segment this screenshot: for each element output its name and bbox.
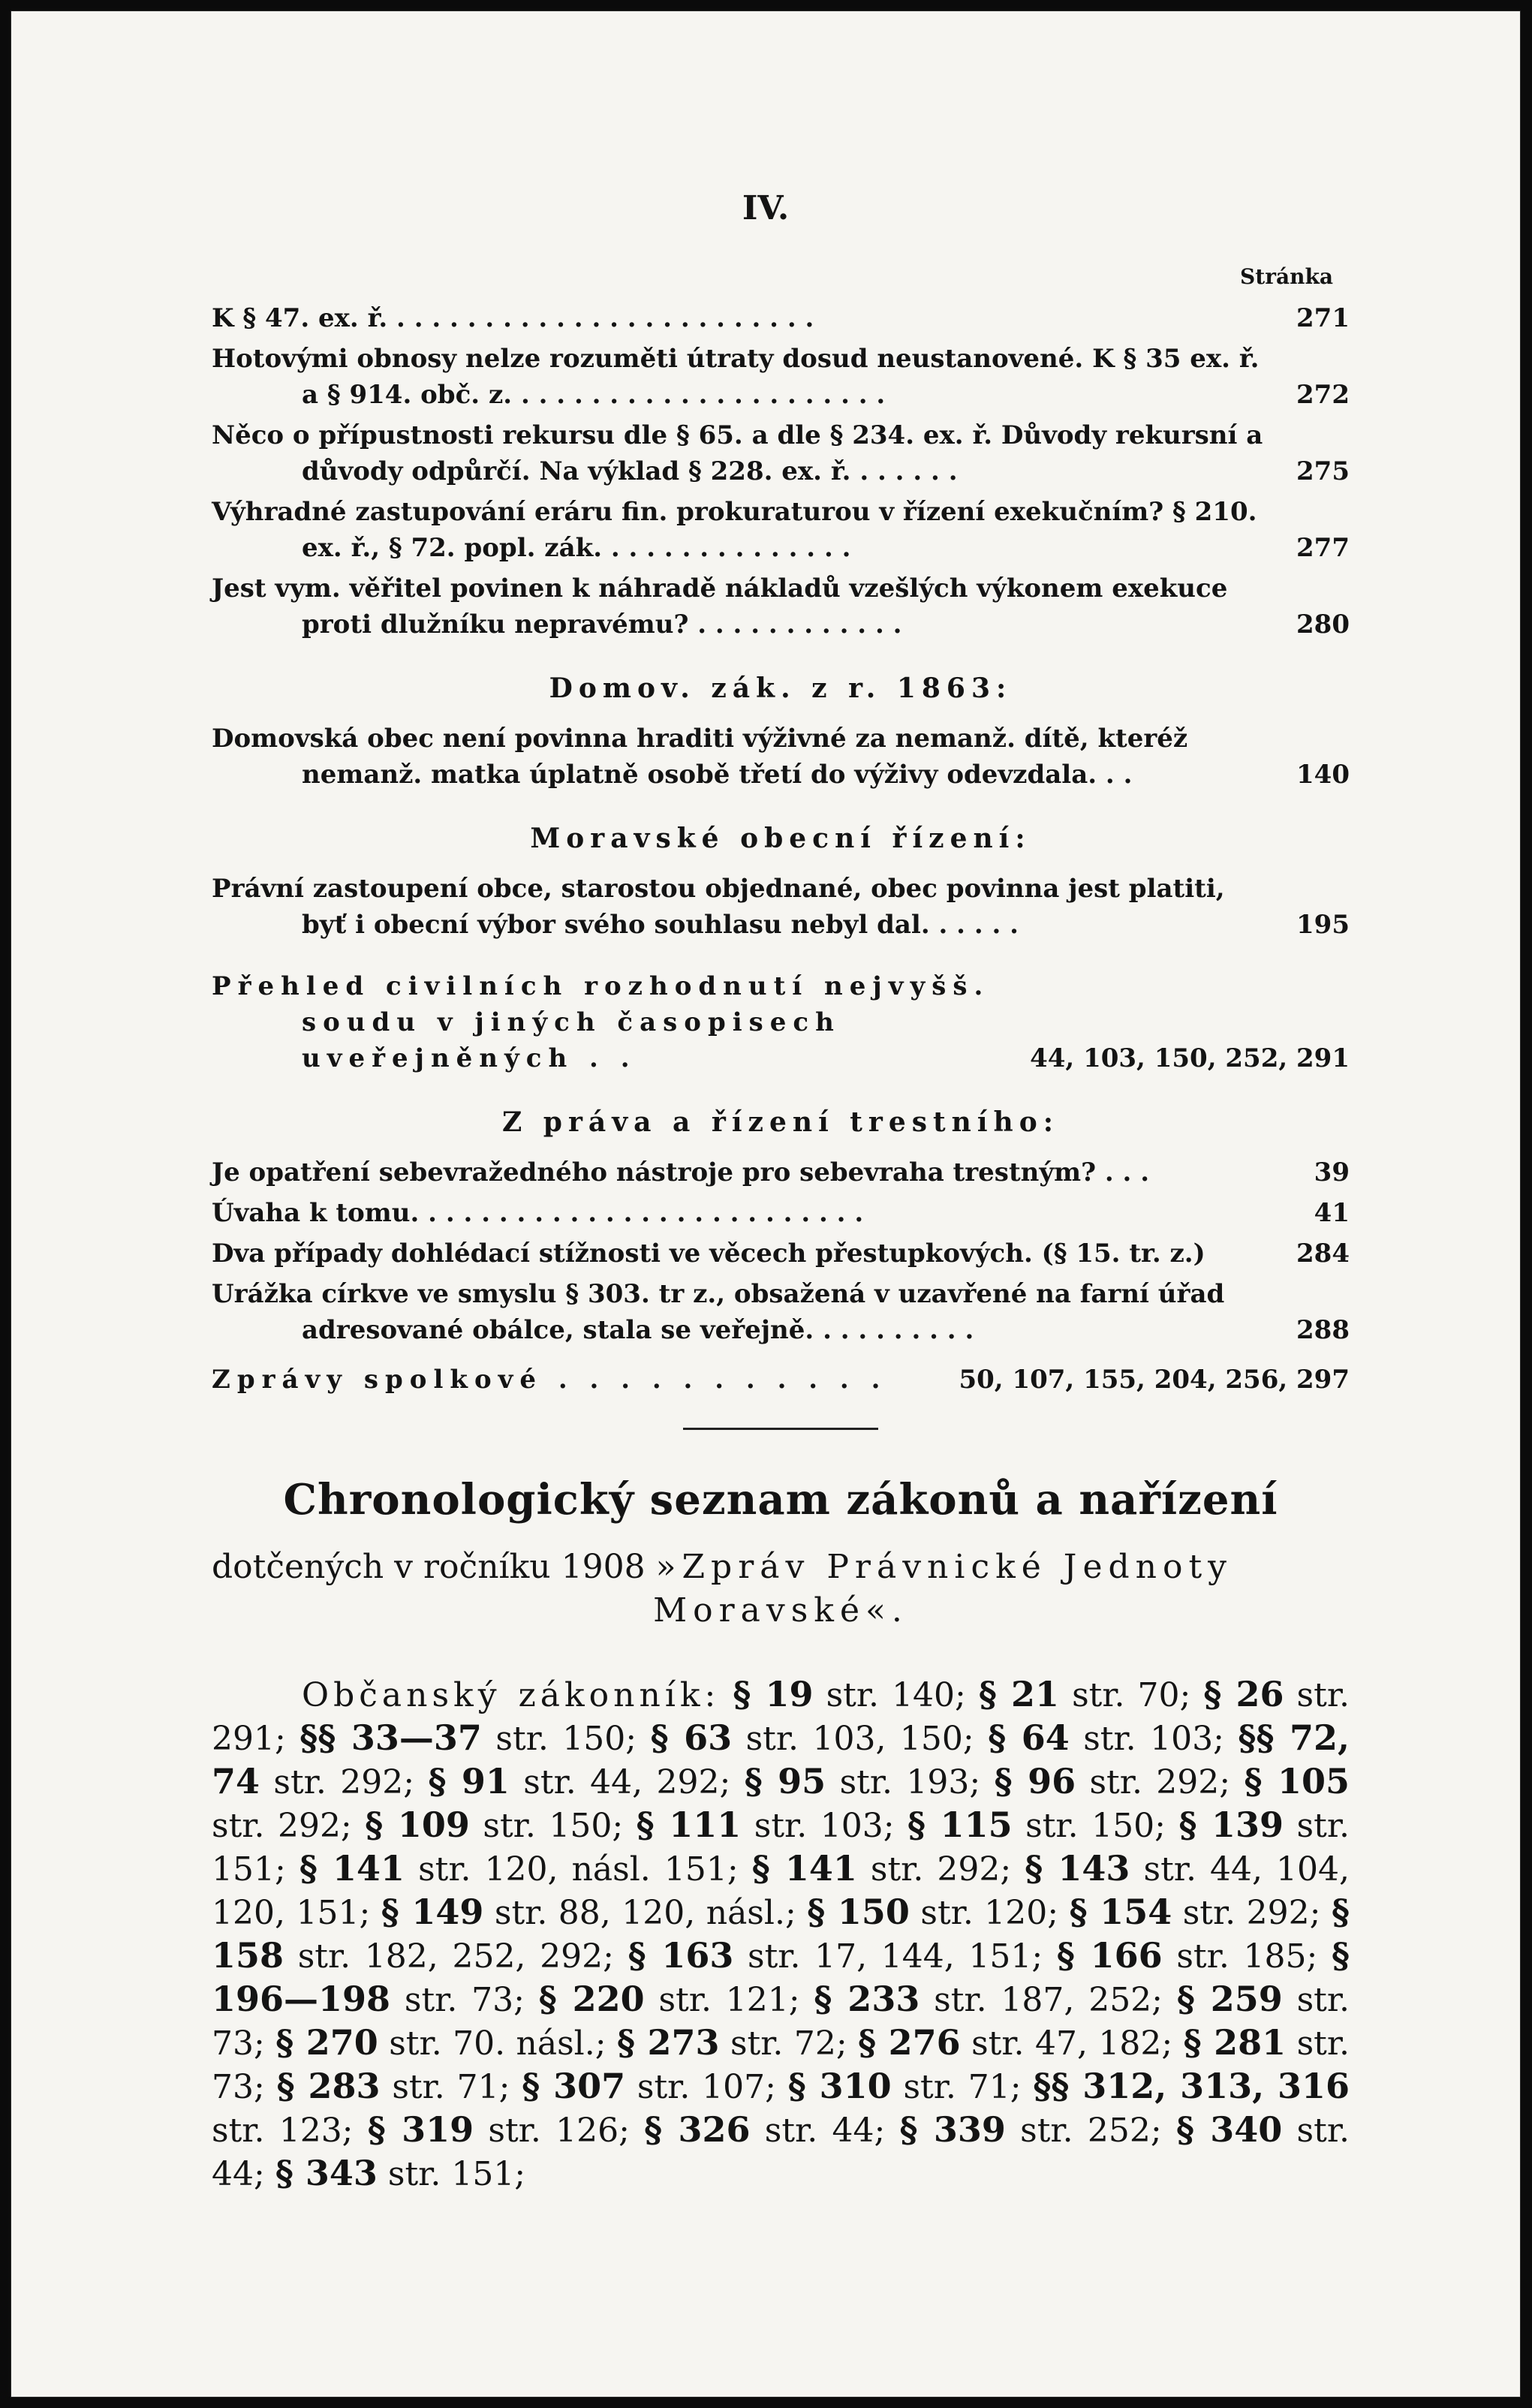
reference-pages: str. 44, 292;: [509, 1763, 745, 1801]
reference-pages: str. 103;: [741, 1807, 908, 1845]
entry-page: 277: [1296, 533, 1350, 563]
reference-item: [367, 2109, 645, 2150]
reference-pages: str. 292;: [260, 1763, 429, 1801]
reference-paragraph: § 158: [212, 1892, 1350, 1976]
reference-paragraph: § 283: [276, 2066, 381, 2106]
reference-pages: str. 150;: [481, 1720, 651, 1758]
entry-text: Zprávy spolkové . . . . . . . . . . .: [212, 1365, 887, 1395]
reference-paragraph: § 21: [978, 1674, 1060, 1714]
reference-paragraph: § 340: [1175, 2109, 1283, 2150]
reference-item: [752, 1850, 1025, 1889]
entries-group-exekucni: [212, 300, 1350, 643]
index-entry-zpravy: [212, 1362, 1350, 1398]
entry-text: K § 47. ex. ř. . . . . . . . . . . . . . . . . . . . . . . . .: [212, 303, 814, 333]
reference-pages: str. 73;: [390, 1981, 539, 2019]
reference-item: [733, 1676, 978, 1714]
reference-paragraph: § 276: [858, 2022, 961, 2063]
reference-pages: str. 182, 252, 292;: [284, 1937, 628, 1976]
index-entry-prehled: [212, 968, 1350, 1076]
reference-paragraph: § 220: [538, 1979, 645, 2019]
reference-paragraph: § 326: [644, 2109, 751, 2150]
reference-pages: str. 151;: [377, 2155, 526, 2193]
reference-paragraph: §§ 33—37: [299, 1717, 482, 1758]
reference-pages: str. 150;: [1012, 1807, 1179, 1845]
entry-page: 195: [1296, 910, 1350, 940]
reference-item: [788, 2068, 1034, 2106]
index-entry: [212, 494, 1350, 566]
reference-paragraph: § 111: [636, 1804, 742, 1845]
section-divider: [683, 1428, 878, 1430]
chronological-title: Chronologický seznam zákonů a nařízení: [283, 1475, 1278, 1525]
reference-paragraph: §§ 72, 74: [212, 1717, 1350, 1801]
reference-paragraph: § 141: [299, 1848, 405, 1889]
index-entry: [212, 1236, 1350, 1272]
reference-pages: str. 193;: [826, 1763, 995, 1801]
reference-paragraph: §§ 312, 313, 316: [1033, 2066, 1350, 2106]
reference-paragraph: § 273: [616, 2022, 720, 2063]
entry-text: Přehled civilních rozhodnutí nejvyšš. soudu v jiných časopisech uveřejněných . .: [212, 971, 990, 1073]
reference-paragraph: § 163: [628, 1935, 734, 1976]
reference-pages: str. 292;: [1172, 1894, 1332, 1932]
refs-label: Občanský zákonník:: [302, 1676, 721, 1714]
reference-pages: str. 103;: [1069, 1720, 1239, 1758]
reference-paragraph: § 270: [275, 2022, 378, 2063]
reference-item: [522, 2068, 788, 2106]
reference-pages: str. 292;: [1076, 1763, 1245, 1801]
reference-pages: str. 88, 120, násl.;: [483, 1894, 808, 1932]
reference-pages: str. 107;: [625, 2068, 788, 2106]
column-label: Stránka: [1240, 264, 1333, 289]
reference-pages: str. 140;: [813, 1676, 979, 1714]
reference-item: [299, 1717, 651, 1758]
reference-pages: str. 151;: [212, 1807, 1350, 1889]
reference-item: [988, 1717, 1239, 1758]
entry-text: Úvaha k tomu. . . . . . . . . . . . . . . . . . . . . . . . . .: [212, 1198, 864, 1228]
reference-item: [277, 2068, 522, 2106]
index-entry: [212, 721, 1350, 793]
reference-paragraph: § 26: [1203, 1674, 1284, 1714]
reference-item: [644, 2109, 900, 2150]
reference-paragraph: § 319: [367, 2109, 474, 2150]
reference-item: [650, 1717, 989, 1758]
entry-text: Urážka církve ve smyslu § 303. tr z., obsažená v uzavřené na farní úřad adresované obálce, stala se veřejně. . . . . . . . . .: [212, 1279, 1225, 1345]
reference-item: [1070, 1894, 1332, 1932]
reference-paragraph: § 150: [807, 1892, 910, 1932]
reference-pages: str. 292;: [212, 1807, 366, 1845]
scanned-page: [11, 11, 1521, 2397]
index-entry: [212, 341, 1350, 413]
reference-item: [995, 1763, 1245, 1801]
reference-paragraph: § 339: [899, 2109, 1006, 2150]
reference-item: [381, 1894, 808, 1932]
reference-pages: str. 70. násl.;: [378, 2024, 617, 2063]
entry-page: 284: [1296, 1239, 1350, 1269]
entry-text: Právní zastoupení obce, starostou objednané, obec povinna jest platiti, byť i obecní výbor svého souhlasu nebyl dal. . . . . .: [212, 874, 1225, 940]
subtitle-line2: Moravské«.: [653, 1591, 908, 1630]
section-heading-domov: Domov. zák. z r. 1863:: [549, 673, 1013, 704]
reference-pages: str. 73;: [212, 1981, 1350, 2063]
reference-item: [1057, 1937, 1332, 1976]
entry-page: 39: [1314, 1157, 1350, 1187]
reference-item: [275, 2024, 617, 2063]
chronological-subtitle: [212, 1546, 1350, 1633]
reference-item: [275, 2155, 525, 2193]
reference-item: [365, 1804, 637, 1845]
entry-text: Hotovými obnosy nelze rozuměti útraty dosud neustanovené. K § 35 ex. ř. a § 914. obč. z. . . . . . . . . . . . . . . . . . . . . .: [212, 344, 1260, 410]
section-heading-moravske: Moravské obecní řízení:: [530, 823, 1031, 854]
reference-pages: str. 47, 182;: [960, 2024, 1184, 2063]
reference-pages: str. 44;: [212, 2112, 1350, 2193]
reference-paragraph: § 310: [787, 2066, 892, 2106]
index-entry: [212, 871, 1350, 943]
reference-paragraph: § 281: [1183, 2022, 1287, 2063]
reference-paragraph: § 95: [744, 1761, 826, 1801]
reference-paragraph: § 154: [1069, 1892, 1172, 1932]
reference-paragraph: § 115: [907, 1804, 1013, 1845]
reference-pages: str. 71;: [891, 2068, 1034, 2106]
entry-page: 288: [1296, 1315, 1350, 1345]
reference-paragraph: § 63: [650, 1717, 733, 1758]
reference-pages: str. 126;: [474, 2112, 645, 2150]
reference-paragraph: § 91: [428, 1761, 510, 1801]
reference-pages: str. 150;: [469, 1807, 637, 1845]
reference-paragraph: § 233: [814, 1979, 920, 2019]
reference-pages: str. 120, násl. 151;: [405, 1850, 752, 1889]
entry-page: 271: [1296, 303, 1350, 333]
reference-item: [299, 1850, 752, 1889]
index-entry: [212, 300, 1350, 336]
reference-pages: str. 70;: [1059, 1676, 1204, 1714]
entry-text: Jest vym. věřitel povinen k náhradě nákladů vzešlých výkonem exekuce proti dlužníku nepravému? . . . . . . . . . . . .: [212, 573, 1228, 640]
reference-paragraph: § 139: [1178, 1804, 1284, 1845]
reference-item: [907, 1804, 1179, 1845]
page-number: IV.: [742, 189, 790, 227]
reference-paragraph: § 19: [733, 1674, 814, 1714]
reference-pages: str. 73;: [212, 2024, 1350, 2106]
reference-paragraph: § 166: [1056, 1935, 1163, 1976]
reference-item: [899, 2109, 1176, 2150]
reference-item: [636, 1804, 908, 1845]
entry-text: Domovská obec není povinna hraditi výživné za nemanž. dítě, kteréž nemanž. matka úplatně osobě třetí do výživy odevzdala. . .: [212, 724, 1188, 790]
reference-item: [979, 1676, 1203, 1714]
reference-item: [814, 1981, 1176, 2019]
subtitle-prefix: dotčených v ročníku 1908: [212, 1548, 656, 1586]
reference-paragraph: § 141: [751, 1848, 857, 1889]
reference-pages: str. 120;: [909, 1894, 1070, 1932]
section-heading-trestni: Z práva a řízení trestního:: [501, 1106, 1059, 1138]
entry-page: 44, 103, 150, 252, 291: [1030, 1043, 1350, 1073]
reference-item: [807, 1894, 1069, 1932]
entry-text: Výhradné zastupování eráru fin. prokuraturou v řízení exekučním? § 210. ex. ř., § 72. popl. zák. . . . . . . . . . . . . . .: [212, 497, 1257, 563]
reference-pages: str. 71;: [380, 2068, 522, 2106]
entry-page: 140: [1296, 760, 1350, 790]
entry-text: Je opatření sebevražedného nástroje pro sebevraha trestným? . . .: [212, 1157, 1150, 1187]
reference-item: [539, 1981, 814, 2019]
index-entry: [212, 1154, 1350, 1190]
reference-paragraph: § 196—198: [212, 1935, 1350, 2019]
reference-pages: str. 252;: [1005, 2112, 1176, 2150]
reference-pages: str. 121;: [644, 1981, 814, 2019]
civil-code-references: [212, 1673, 1350, 2196]
entry-text: Dva případy dohlédací stížnosti ve věcech přestupkových. (§ 15. tr. z.): [212, 1239, 1205, 1269]
index-entry: [212, 1276, 1350, 1348]
reference-item: [628, 1937, 1057, 1976]
contents-index: [212, 300, 1350, 2196]
index-entry: [212, 417, 1350, 489]
subtitle-spaced: »Zpráv Právnické Jednoty: [655, 1548, 1233, 1586]
reference-item: [617, 2024, 858, 2063]
reference-pages: str. 187, 252;: [920, 1981, 1177, 2019]
reference-paragraph: § 105: [1244, 1761, 1350, 1801]
reference-paragraph: § 143: [1025, 1848, 1130, 1889]
reference-paragraph: § 259: [1176, 1979, 1283, 2019]
entry-page: 275: [1296, 456, 1350, 486]
entry-page: 280: [1296, 610, 1350, 640]
reference-item: [858, 2024, 1184, 2063]
reference-paragraph: § 149: [381, 1892, 484, 1932]
reference-pages: str. 72;: [719, 2024, 859, 2063]
entry-text: Něco o přípustnosti rekursu dle § 65. a dle § 234. ex. ř. Důvody rekursní a důvody odpůrčí. Na výklad § 228. ex. ř. . . . . . .: [212, 420, 1263, 486]
reference-pages: str. 292;: [856, 1850, 1025, 1889]
reference-paragraph: § 109: [365, 1804, 470, 1845]
reference-pages: str. 123;: [212, 2112, 368, 2150]
reference-item: [428, 1763, 744, 1801]
reference-paragraph: § 307: [522, 2066, 626, 2106]
reference-item: [745, 1763, 995, 1801]
entry-page: 41: [1314, 1198, 1350, 1228]
reference-paragraph: § 343: [275, 2153, 378, 2193]
entry-page: 50, 107, 155, 204, 256, 297: [959, 1365, 1350, 1395]
reference-paragraph: § 64: [988, 1717, 1070, 1758]
reference-pages: str. 291;: [212, 1676, 1350, 1758]
reference-pages: str. 44, 104, 120, 151;: [212, 1850, 1350, 1932]
index-entry: [212, 1195, 1350, 1231]
reference-pages: str. 17, 144, 151;: [733, 1937, 1057, 1976]
reference-pages: str. 44;: [750, 2112, 900, 2150]
reference-paragraph: § 96: [994, 1761, 1076, 1801]
reference-pages: str. 185;: [1162, 1937, 1332, 1976]
reference-pages: str. 103, 150;: [732, 1720, 989, 1758]
entry-page: 272: [1296, 380, 1350, 410]
index-entry: [212, 570, 1350, 643]
